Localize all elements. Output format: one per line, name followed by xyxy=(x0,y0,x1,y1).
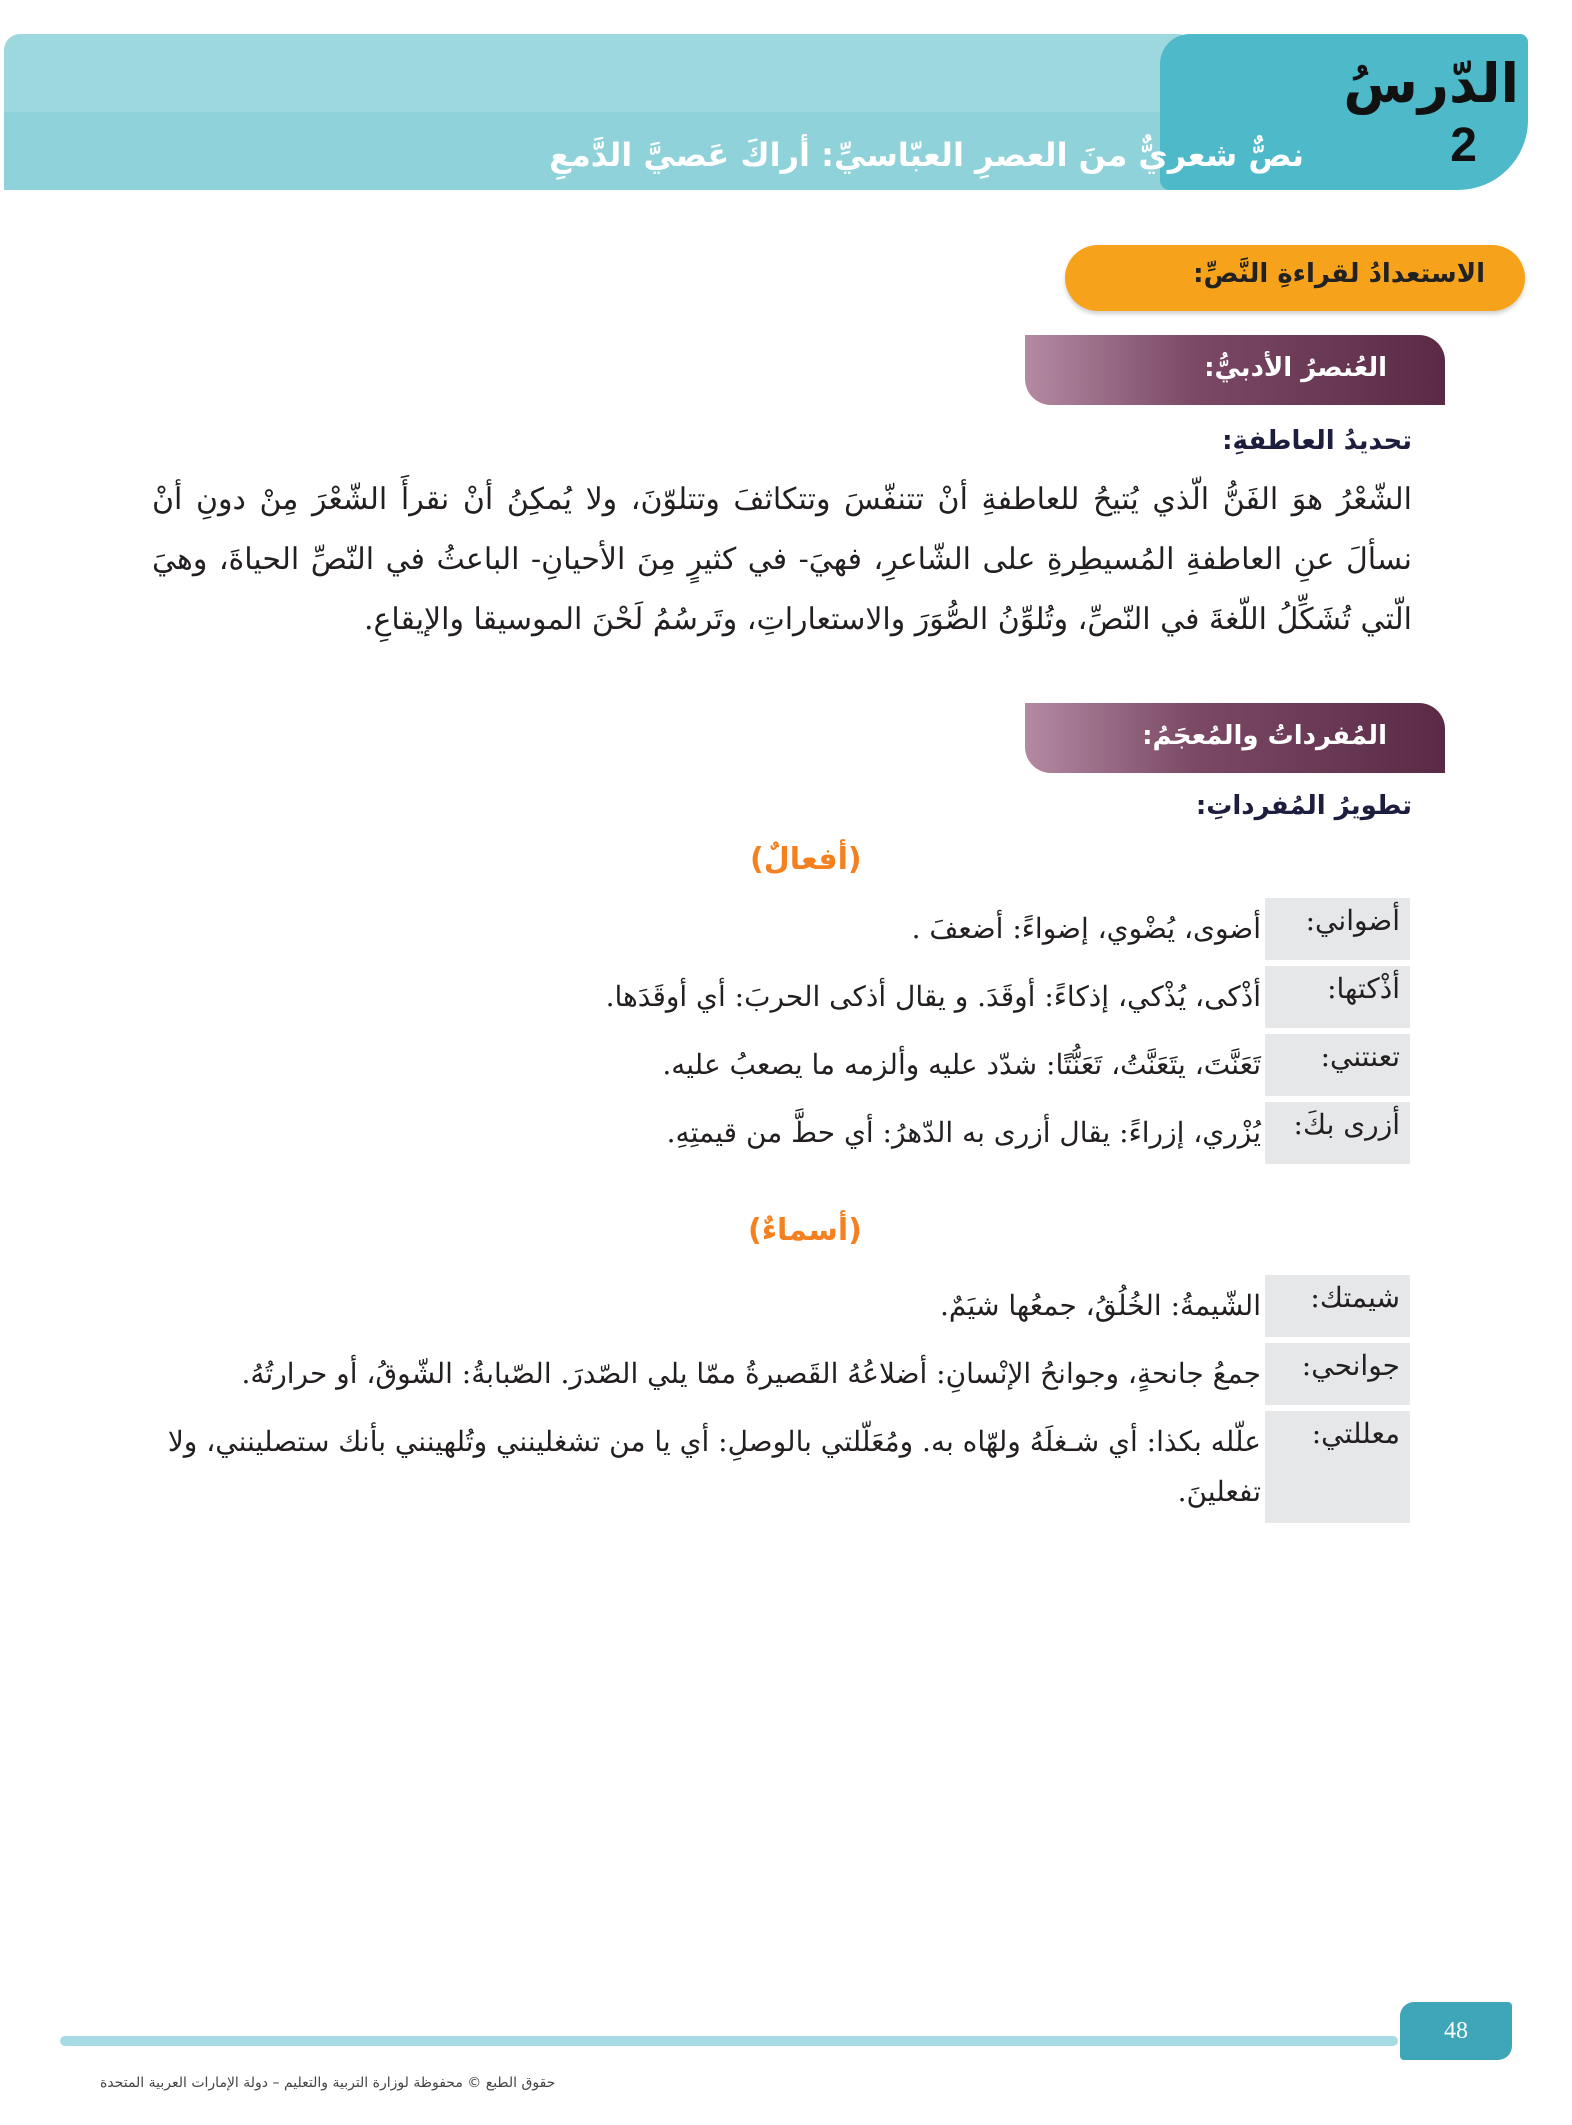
vocab-definition: أضوى، يُضْوي، إضواءً: أضعفَ . xyxy=(911,912,1261,945)
nouns-table xyxy=(160,1275,1410,1529)
prep-section-label: الاستعدادُ لقراءةِ النَّصِّ: xyxy=(1193,259,1485,289)
vocabulary-header xyxy=(1025,703,1445,773)
table-row xyxy=(160,898,1410,960)
literary-paragraph: الشّعْرُ هوَ الفَنُّ الّذي يُتيحُ للعاطفةِ أنْ تتنفّسَ وتتكاثفَ وتتلوّنَ، ولا يُمكِنُ أنْ نقرأَ الشّعْرَ مِنْ دونِ أنْ نسألَ عنِ العاطفةِ المُسيطِرةِ على الشّاعرِ، فهيَ- في كثيرٍ مِنَ الأحيانِ- الباعثُ في النّصِّ الحياةَ، وهيَ الّتي تُشَكِّلُ اللّغةَ في النّصِّ، وتُلوِّنُ الصُّوَرَ والاستعاراتِ، وتَرسُمُ لَحْنَ الموسيقا والإيقاعِ. xyxy=(152,482,1412,637)
vocab-definition: جمعُ جانحةٍ، وجوانحُ الإنْسانِ: أضلاعُهُ القَصيرةُ ممّا يلي الصّدرَ. الصّبابةُ: الشّوقُ، أو حرارتُهُ. xyxy=(241,1357,1261,1390)
vocab-term: تعنتني: xyxy=(1265,1034,1410,1096)
page-number: 48 xyxy=(1400,2002,1512,2060)
table-row xyxy=(160,966,1410,1028)
prep-section-header xyxy=(1065,245,1525,311)
vocab-definition: تَعَنَّتَ، يتَعَنَّتُ، تَعَنُّتًا: شدّد عليه وألزمه ما يصعبُ عليه. xyxy=(662,1048,1261,1081)
nouns-title: (أسماءٌ) xyxy=(748,1213,862,1248)
vocab-term: جوانحي: xyxy=(1265,1343,1410,1405)
verbs-table xyxy=(160,898,1410,1170)
verbs-title: (أفعالٌ) xyxy=(750,842,862,877)
copyright-notice: حقوق الطبع © محفوظة لوزارة التربية والتعليم – دولة الإمارات العربية المتحدة xyxy=(100,2075,556,2091)
literary-element-header xyxy=(1025,335,1445,405)
vocab-definition: أذْكى، يُذْكي، إذكاءً: أوقَدَ. و يقال أذكى الحربَ: أي أوقَدَها. xyxy=(605,980,1261,1013)
footer-bar xyxy=(60,2036,1398,2046)
lesson-label: الدّرسُ xyxy=(1343,52,1519,115)
vocab-definition: الشّيمةُ: الخُلُقُ، جمعُها شيَمٌ. xyxy=(939,1289,1261,1322)
vocab-term: معللتي: xyxy=(1265,1411,1410,1523)
vocabulary-subheading: تطويرُ المُفرداتِ: xyxy=(1195,791,1412,821)
vocabulary-label: المُفرداتُ والمُعجَمُ: xyxy=(1142,721,1387,751)
table-row xyxy=(160,1102,1410,1164)
vocab-definition: يُزْري، إزراءً: يقال أزرى به الدّهرُ: أي حطَّ من قيمتِهِ. xyxy=(666,1116,1261,1149)
vocab-term: أذْكتها: xyxy=(1265,966,1410,1028)
literary-element-label: العُنصرُ الأدبيُّ: xyxy=(1204,353,1387,383)
table-row xyxy=(160,1343,1410,1405)
vocab-term: أزرى بكَ: xyxy=(1265,1102,1410,1164)
lesson-number: 2 xyxy=(1450,119,1477,172)
header-banner-top xyxy=(4,34,1189,114)
vocab-term: أضواني: xyxy=(1265,898,1410,960)
lesson-title: نصٌّ شعريٌّ منَ العصرِ العبّاسيِّ: أراكَ عَصيَّ الدَّمعِ xyxy=(549,136,1304,174)
emotion-subheading: تحديدُ العاطفةِ: xyxy=(1222,426,1412,456)
table-row xyxy=(160,1034,1410,1096)
vocab-term: شيمتك: xyxy=(1265,1275,1410,1337)
table-row xyxy=(160,1411,1410,1523)
table-row xyxy=(160,1275,1410,1337)
vocab-definition: علّله بكذا: أي شـغلَهُ ولهّاه به. ومُعَلّلتي بالوصلِ: أي يا من تشغلينني وتُلهينني بأنك ستصلينني، ولا تفعلينَ. xyxy=(167,1425,1261,1508)
